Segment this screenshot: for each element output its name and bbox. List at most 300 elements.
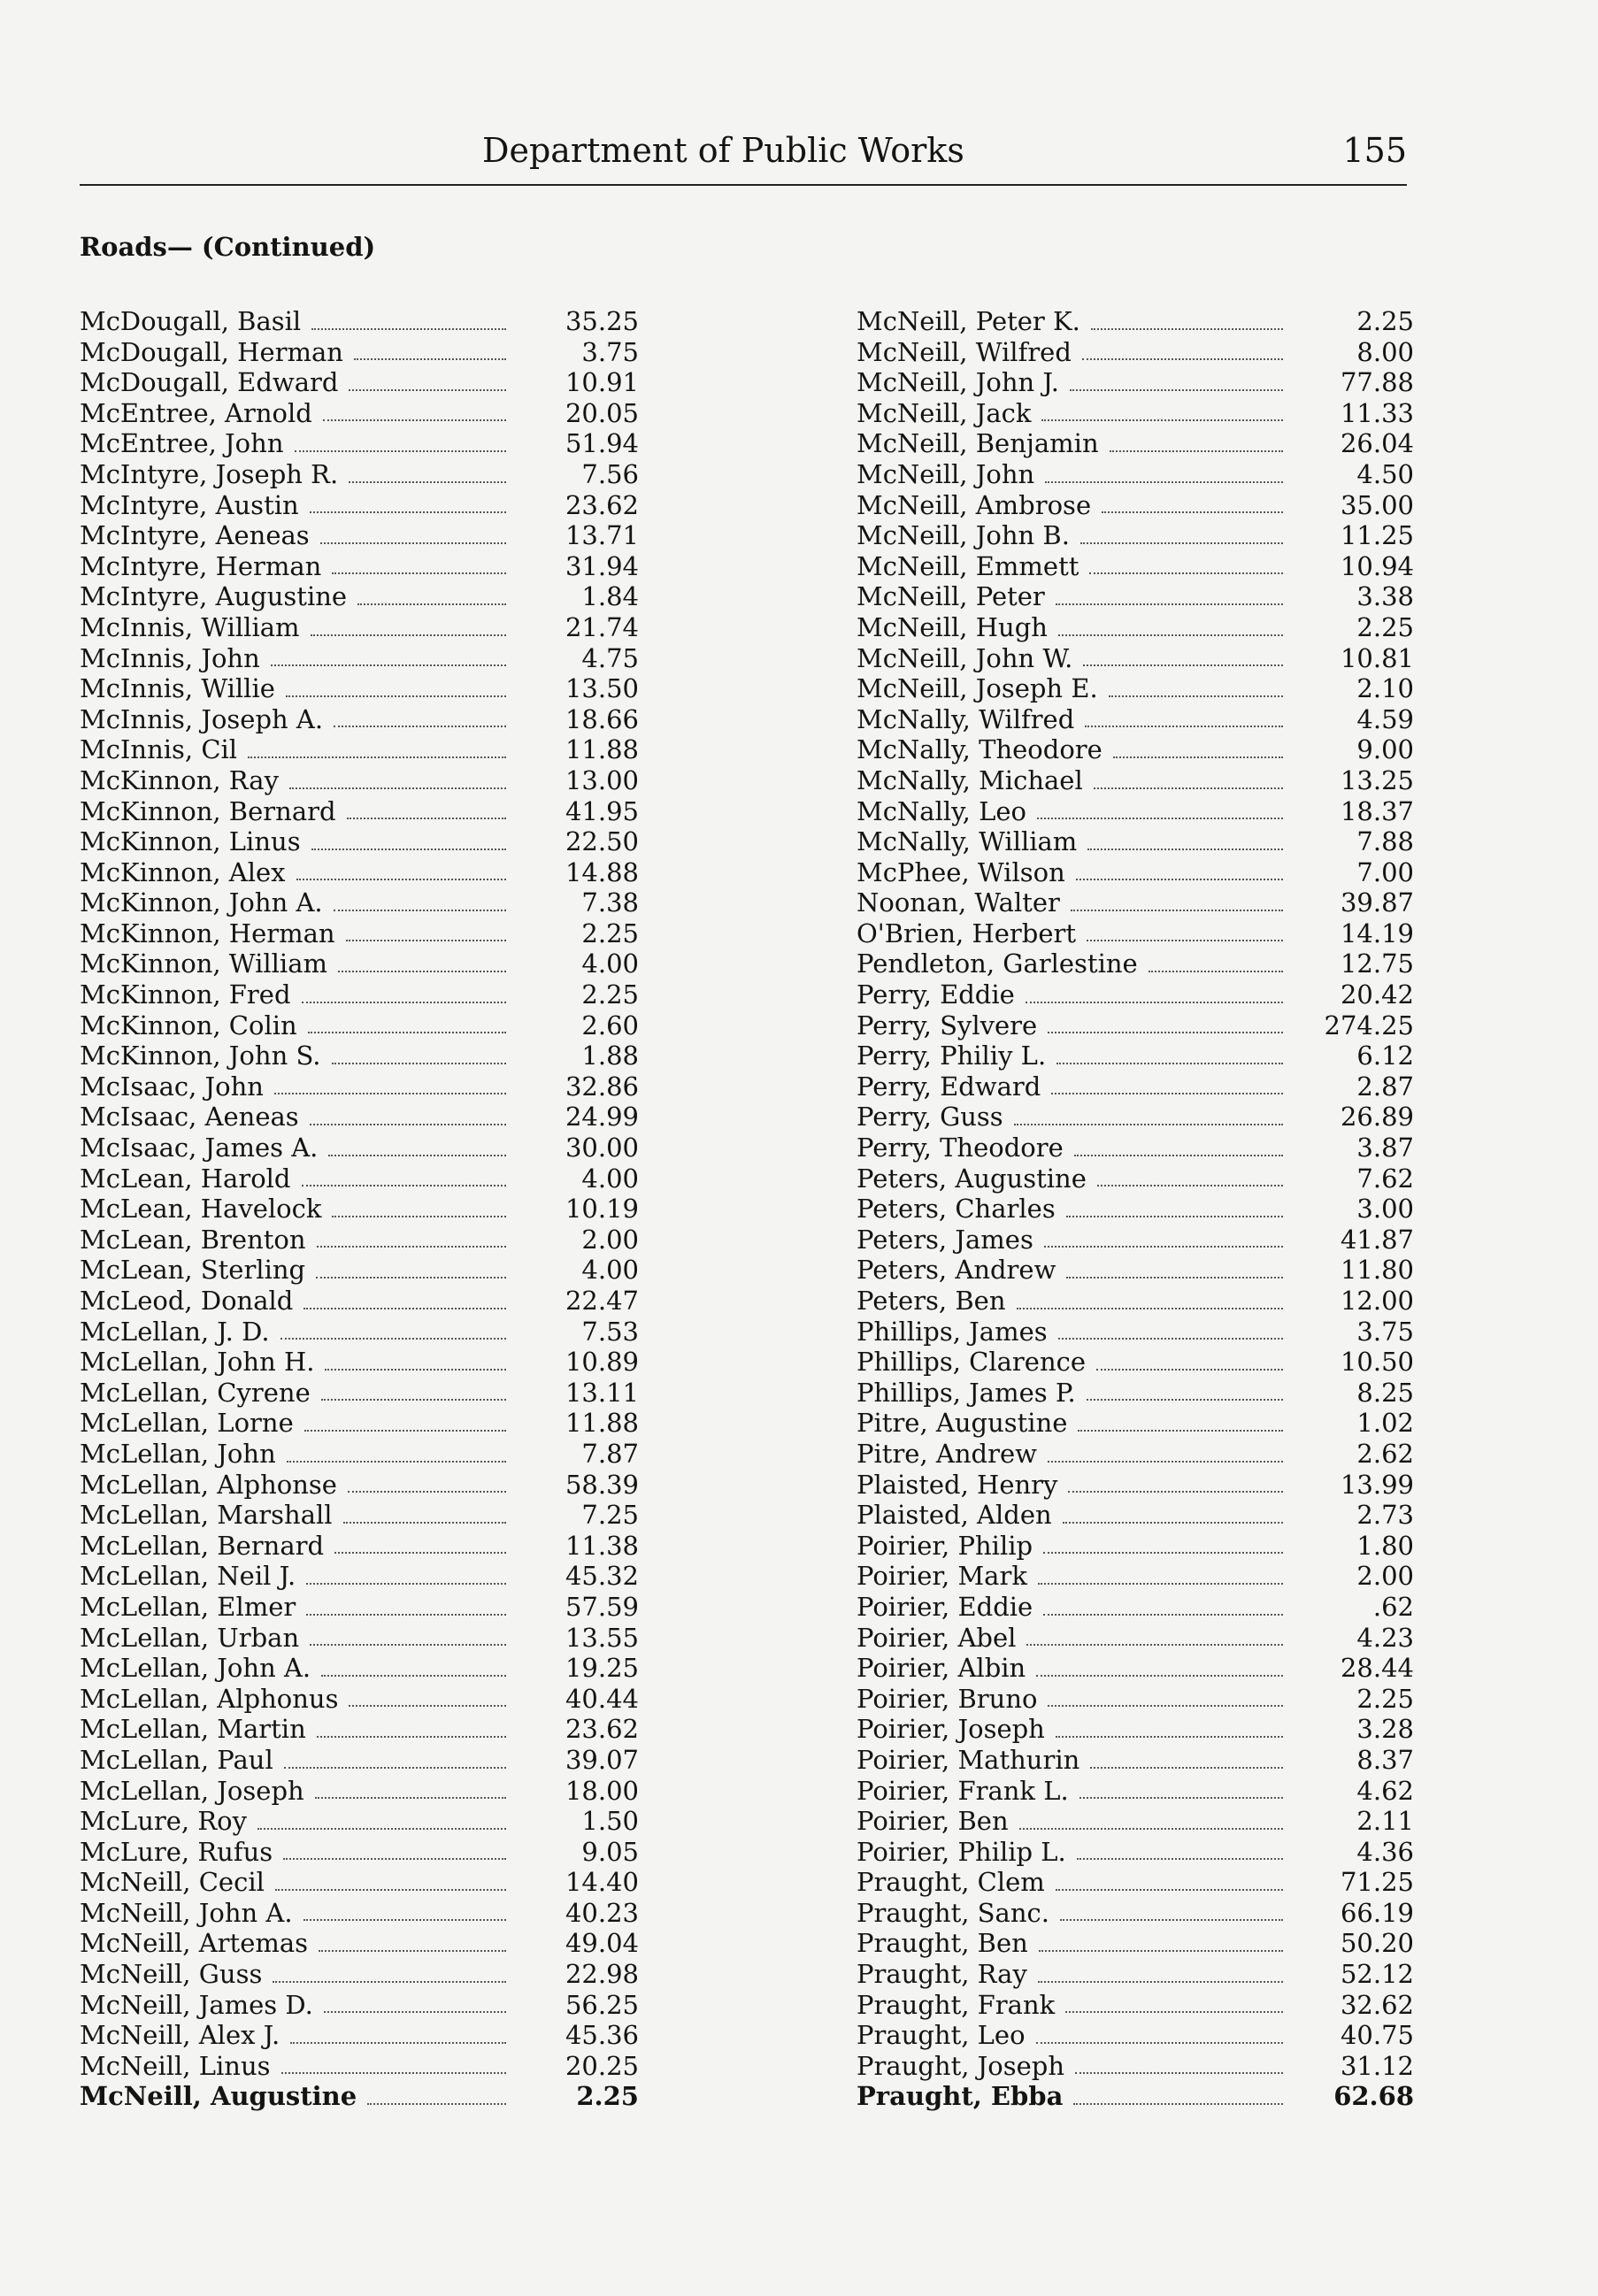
payment-amount: 1.80: [1356, 1530, 1414, 1561]
payee-name: Perry, Theodore: [857, 1133, 1064, 1163]
list-item: [80, 1317, 639, 1348]
payment-amount: 62.68: [1333, 2081, 1414, 2112]
payment-amount: 13.99: [1340, 1469, 1414, 1500]
list-item: [857, 1040, 1414, 1071]
list-item: [857, 765, 1414, 796]
dot-leader: [1083, 664, 1283, 666]
dot-leader: [320, 542, 506, 544]
payee-name: McNeill, John A.: [80, 1897, 293, 1928]
list-item: [857, 1163, 1414, 1194]
dot-leader: [310, 511, 506, 513]
department-title: Department of Public Works: [482, 131, 964, 170]
payment-amount: 10.50: [1340, 1347, 1414, 1378]
dot-leader: [1036, 2042, 1283, 2044]
dot-leader: [1074, 1155, 1283, 1156]
dot-leader: [338, 971, 506, 972]
payment-amount: 12.00: [1340, 1286, 1414, 1316]
list-item: [80, 1867, 639, 1898]
dot-leader: [1058, 634, 1283, 636]
payee-name: McIsaac, Aeneas: [80, 1102, 299, 1133]
list-item: [80, 1684, 639, 1715]
payment-amount: 11.88: [565, 1408, 639, 1439]
dot-leader: [1043, 1614, 1283, 1616]
dot-leader: [1087, 849, 1283, 850]
payment-amount: 2.25: [581, 918, 639, 948]
list-item: [857, 1928, 1414, 1959]
payee-name: Praught, Joseph: [857, 2050, 1065, 2081]
payee-name: Poirier, Mark: [857, 1561, 1027, 1592]
dot-leader: [303, 1308, 506, 1309]
dot-leader: [284, 1767, 506, 1769]
list-item: [857, 1745, 1414, 1776]
payee-name: Peters, Andrew: [857, 1255, 1056, 1286]
payee-name: McEntree, John: [80, 428, 284, 459]
payment-amount: 11.88: [565, 734, 639, 765]
list-item: [857, 367, 1414, 398]
dot-leader: [286, 695, 506, 697]
list-item: [80, 337, 639, 368]
dot-leader: [1066, 1216, 1283, 1217]
payee-name: McLellan, John: [80, 1438, 276, 1469]
payee-name: Praught, Ray: [857, 1959, 1027, 1990]
list-item: [80, 704, 639, 735]
dot-leader: [289, 787, 506, 789]
payment-amount: 39.07: [565, 1744, 639, 1775]
payment-amount: 3.00: [1356, 1194, 1414, 1225]
payee-name: Peters, Augustine: [857, 1163, 1087, 1194]
dot-leader: [1014, 1124, 1283, 1125]
dot-leader: [280, 1338, 506, 1340]
payment-amount: 40.23: [565, 1897, 639, 1928]
dot-leader: [1082, 358, 1283, 360]
payment-amount: 35.25: [565, 306, 639, 336]
payment-amount: .62: [1372, 1591, 1414, 1622]
payee-name: McNeill, John W.: [857, 642, 1073, 673]
dot-leader: [311, 328, 506, 330]
list-item: [80, 1040, 639, 1071]
payee-name: McIntyre, Herman: [80, 550, 322, 581]
payment-amount: 8.25: [1356, 1377, 1414, 1408]
list-item: [80, 398, 639, 429]
payment-amount: 30.00: [565, 1133, 639, 1163]
dot-leader: [332, 1216, 506, 1217]
payment-amount: 31.94: [565, 550, 639, 581]
dot-leader: [1026, 1644, 1283, 1646]
payment-amount: 49.04: [565, 1928, 639, 1959]
list-item: [80, 612, 639, 643]
payee-name: McEntree, Arnold: [80, 397, 312, 428]
payment-amount: 8.37: [1356, 1744, 1414, 1775]
payment-amount: 11.33: [1340, 397, 1414, 428]
list-item: [80, 1837, 639, 1868]
dot-leader: [1056, 1063, 1283, 1064]
list-item: [80, 1133, 639, 1163]
payment-amount: 11.80: [1340, 1255, 1414, 1286]
dot-leader: [367, 2103, 506, 2105]
dot-leader: [316, 1277, 506, 1279]
payment-amount: 4.23: [1356, 1622, 1414, 1653]
payee-name: McLean, Havelock: [80, 1194, 322, 1225]
payment-amount: 14.88: [565, 856, 639, 887]
payee-name: O'Brien, Herbert: [857, 918, 1077, 948]
payee-name: Perry, Philiy L.: [857, 1040, 1047, 1071]
list-item: [80, 1286, 639, 1317]
dot-leader: [295, 450, 506, 452]
payee-name: McNally, William: [857, 826, 1078, 857]
list-item: [80, 1928, 639, 1959]
list-item: [857, 857, 1414, 888]
payee-name: McLean, Harold: [80, 1163, 291, 1194]
payment-amount: 1.88: [581, 1040, 639, 1071]
list-item: [857, 1255, 1414, 1286]
list-item: [857, 2020, 1414, 2051]
payee-name: Praught, Leo: [857, 2020, 1026, 2051]
payee-name: McNeill, Cecil: [80, 1867, 265, 1898]
payee-name: McNeill, Artemas: [80, 1928, 309, 1959]
dot-leader: [283, 1858, 506, 1860]
payee-name: McLellan, Marshall: [80, 1500, 333, 1531]
payee-name: Poirier, Abel: [857, 1622, 1017, 1653]
payee-name: McLellan, John A.: [80, 1653, 311, 1684]
list-item: [80, 1653, 639, 1684]
payee-name: McKinnon, Herman: [80, 918, 335, 948]
list-item: [857, 1071, 1414, 1102]
payment-amount: 9.00: [1356, 734, 1414, 765]
dot-leader: [1058, 1338, 1283, 1340]
dot-leader: [354, 358, 506, 360]
list-item: [857, 1225, 1414, 1256]
payment-amount: 4.75: [581, 642, 639, 673]
payment-amount: 4.59: [1356, 703, 1414, 734]
payment-amount: 7.88: [1356, 826, 1414, 857]
payee-name: Peters, Ben: [857, 1286, 1006, 1316]
payee-name: McLellan, Paul: [80, 1744, 273, 1775]
payee-name: McNeill, Wilfred: [857, 336, 1072, 367]
dot-leader: [1037, 818, 1283, 819]
dot-leader: [1102, 511, 1283, 513]
dot-leader: [343, 1522, 506, 1524]
payment-amount: 22.98: [565, 1959, 639, 1990]
payment-amount: 2.25: [1356, 306, 1414, 336]
list-item: [857, 1408, 1414, 1439]
list-item: [80, 1714, 639, 1745]
list-item: [80, 2081, 639, 2112]
payment-amount: 10.19: [565, 1194, 639, 1225]
list-item: [80, 306, 639, 337]
list-item: [80, 2051, 639, 2082]
list-item: [80, 1347, 639, 1378]
list-item: [80, 1408, 639, 1439]
list-item: [857, 1653, 1414, 1684]
dot-leader: [323, 419, 506, 421]
dot-leader: [302, 1002, 506, 1003]
payee-name: Poirier, Eddie: [857, 1591, 1033, 1622]
dot-leader: [1039, 1950, 1283, 1952]
payee-name: Poirier, Albin: [857, 1653, 1026, 1684]
dot-leader: [1048, 1461, 1283, 1463]
payment-amount: 3.38: [1356, 581, 1414, 612]
list-item: [857, 2081, 1414, 2112]
payee-name: Phillips, James: [857, 1316, 1048, 1347]
list-item: [857, 1959, 1414, 1990]
payee-name: Phillips, James P.: [857, 1377, 1076, 1408]
list-item: [857, 337, 1414, 368]
payment-amount: 56.25: [565, 1989, 639, 2020]
payee-name: McKinnon, Fred: [80, 979, 291, 1010]
payee-name: Pitre, Augustine: [857, 1408, 1068, 1439]
list-item: [80, 1500, 639, 1531]
payee-name: McNeill, Benjamin: [857, 428, 1099, 459]
list-item: [80, 1898, 639, 1929]
payment-amount: 18.37: [1340, 795, 1414, 826]
payment-amount: 18.66: [565, 703, 639, 734]
dot-leader: [1056, 1889, 1283, 1891]
payee-name: McIsaac, John: [80, 1071, 264, 1102]
list-item: [857, 1806, 1414, 1837]
payee-name: Poirier, Mathurin: [857, 1744, 1080, 1775]
payment-amount: 39.87: [1340, 887, 1414, 918]
list-item: [80, 1592, 639, 1623]
list-item: [857, 581, 1414, 612]
payment-amount: 1.50: [581, 1806, 639, 1837]
payee-name: McNeill, Peter: [857, 581, 1045, 612]
dot-leader: [332, 1063, 506, 1064]
list-item: [80, 1990, 639, 2021]
list-item: [857, 704, 1414, 735]
list-item: [80, 1255, 639, 1286]
payee-name: McIntyre, Austin: [80, 489, 299, 520]
list-item: [857, 1898, 1414, 1929]
dot-leader: [349, 1705, 506, 1707]
list-item: [857, 979, 1414, 1010]
payee-name: McKinnon, Colin: [80, 1010, 297, 1040]
payee-name: McLellan, Alphonse: [80, 1469, 337, 1500]
payment-amount: 57.59: [565, 1591, 639, 1622]
payee-name: Perry, Guss: [857, 1102, 1003, 1133]
payee-name: McIntyre, Joseph R.: [80, 458, 339, 489]
list-item: [857, 490, 1414, 521]
payee-name: McNeill, James D.: [80, 1989, 313, 2020]
payee-name: McKinnon, John A.: [80, 887, 323, 918]
payment-amount: 2.62: [1356, 1438, 1414, 1469]
payee-name: McLellan, John H.: [80, 1347, 315, 1378]
payment-amount: 40.44: [565, 1683, 639, 1714]
payment-amount: 19.25: [565, 1653, 639, 1684]
list-item: [857, 1531, 1414, 1562]
payment-amount: 4.00: [581, 948, 639, 979]
list-item: [80, 459, 639, 490]
dot-leader: [1044, 1246, 1283, 1248]
payee-name: McNeill, Peter K.: [857, 306, 1080, 336]
payee-name: Plaisted, Henry: [857, 1469, 1058, 1500]
payee-name: Phillips, Clarence: [857, 1347, 1087, 1378]
dot-leader: [287, 1461, 506, 1463]
payee-name: McNally, Michael: [857, 764, 1083, 795]
payment-amount: 18.00: [565, 1775, 639, 1806]
payment-amount: 14.19: [1340, 918, 1414, 948]
dot-leader: [1051, 1093, 1283, 1094]
list-item: [80, 1378, 639, 1409]
payment-amount: 41.95: [565, 795, 639, 826]
dot-leader: [1079, 1797, 1283, 1799]
payee-name: McKinnon, Alex: [80, 856, 286, 887]
list-item: [80, 1225, 639, 1256]
payee-name: Perry, Sylvere: [857, 1010, 1038, 1040]
payment-amount: 13.71: [565, 520, 639, 551]
list-item: [857, 643, 1414, 674]
payment-amount: 51.94: [565, 428, 639, 459]
payee-name: McKinnon, William: [80, 948, 327, 979]
payment-amount: 11.38: [565, 1530, 639, 1561]
payment-amount: 77.88: [1340, 367, 1414, 398]
dot-leader: [1087, 940, 1283, 941]
payee-name: Noonan, Walter: [857, 887, 1060, 918]
list-item: [80, 1163, 639, 1194]
payee-name: McLellan, Cyrene: [80, 1377, 311, 1408]
payment-amount: 13.11: [565, 1377, 639, 1408]
payment-amount: 10.89: [565, 1347, 639, 1378]
dot-leader: [1109, 695, 1283, 697]
payment-amount: 45.32: [565, 1561, 639, 1592]
list-item: [80, 1470, 639, 1501]
dot-leader: [248, 756, 506, 758]
payee-name: McKinnon, Linus: [80, 826, 301, 857]
dot-leader: [349, 481, 506, 483]
payee-name: McLure, Roy: [80, 1806, 248, 1837]
list-item: [857, 887, 1414, 918]
dot-leader: [1077, 1858, 1283, 1860]
payment-amount: 4.36: [1356, 1836, 1414, 1867]
payment-amount: 1.84: [581, 581, 639, 612]
payment-amount: 32.62: [1340, 1989, 1414, 2020]
dot-leader: [1036, 1675, 1283, 1677]
dot-leader: [1045, 481, 1283, 483]
payment-amount: 35.00: [1340, 489, 1414, 520]
payment-amount: 20.05: [565, 397, 639, 428]
list-item: [857, 826, 1414, 857]
dot-leader: [275, 1889, 506, 1891]
payee-name: Praught, Ben: [857, 1928, 1028, 1959]
dot-leader: [332, 572, 506, 574]
dot-leader: [257, 1828, 506, 1830]
payee-name: McInnis, Cil: [80, 734, 238, 765]
payment-amount: 41.87: [1340, 1224, 1414, 1255]
dot-leader: [348, 1491, 506, 1493]
list-item: [80, 367, 639, 398]
list-item: [857, 796, 1414, 827]
payee-name: McInnis, William: [80, 611, 300, 642]
list-item: [857, 1500, 1414, 1531]
list-item: [857, 1867, 1414, 1898]
list-item: [857, 612, 1414, 643]
list-item: [80, 520, 639, 551]
payment-amount: 4.00: [581, 1255, 639, 1286]
list-item: [80, 765, 639, 796]
payment-amount: 26.04: [1340, 428, 1414, 459]
list-item: [80, 581, 639, 612]
payment-amount: 50.20: [1340, 1928, 1414, 1959]
list-item: [80, 1531, 639, 1562]
list-item: [80, 887, 639, 918]
dot-leader: [1078, 1430, 1283, 1432]
payment-amount: 4.50: [1356, 458, 1414, 489]
payee-name: Perry, Eddie: [857, 979, 1015, 1010]
payee-name: McKinnon, Bernard: [80, 795, 336, 826]
list-item: [857, 1990, 1414, 2021]
list-item: [80, 1071, 639, 1102]
payee-name: McLure, Rufus: [80, 1836, 273, 1867]
payee-name: Poirier, Bruno: [857, 1683, 1038, 1714]
payment-amount: 7.25: [581, 1500, 639, 1531]
list-item: [857, 1714, 1414, 1745]
dot-leader: [325, 1369, 506, 1371]
payment-amount: 31.12: [1340, 2050, 1414, 2081]
list-item: [80, 1745, 639, 1776]
payee-name: McNeill, Augustine: [80, 2081, 357, 2112]
list-item: [80, 1959, 639, 1990]
dot-leader: [1089, 572, 1283, 574]
list-item: [80, 918, 639, 949]
page-header: [80, 122, 1407, 186]
payment-amount: 4.62: [1356, 1775, 1414, 1806]
list-item: [80, 734, 639, 765]
dot-leader: [271, 664, 506, 666]
payment-amount: 7.53: [581, 1316, 639, 1347]
dot-leader: [274, 1093, 506, 1094]
payment-amount: 22.50: [565, 826, 639, 857]
payment-amount: 2.73: [1356, 1500, 1414, 1531]
payee-name: McNally, Leo: [857, 795, 1026, 826]
payee-name: McNeill, Joseph E.: [857, 673, 1098, 704]
dot-leader: [1063, 1522, 1283, 1524]
dot-leader: [1091, 328, 1283, 330]
payee-name: McIntyre, Augustine: [80, 581, 348, 612]
payment-amount: 2.25: [581, 979, 639, 1010]
payee-name: McDougall, Herman: [80, 336, 343, 367]
list-item: [857, 2051, 1414, 2082]
list-item: [857, 1133, 1414, 1163]
payment-amount: 21.74: [565, 611, 639, 642]
list-item: [80, 1561, 639, 1592]
payee-name: McLellan, Neil J.: [80, 1561, 296, 1592]
payee-name: McInnis, Joseph A.: [80, 703, 324, 734]
dot-leader: [1048, 1705, 1283, 1707]
payee-name: Pendleton, Garlestine: [857, 948, 1138, 979]
dot-leader: [334, 1552, 506, 1554]
payee-name: Poirier, Frank L.: [857, 1775, 1069, 1806]
payee-name: Perry, Edward: [857, 1071, 1041, 1102]
payment-amount: 14.40: [565, 1867, 639, 1898]
list-item: [857, 918, 1414, 949]
dot-leader: [1085, 726, 1283, 727]
dot-leader: [1080, 542, 1283, 544]
payee-name: McNeill, Emmett: [857, 550, 1079, 581]
dot-leader: [296, 879, 506, 880]
dot-leader: [290, 2042, 506, 2044]
payee-name: McNeill, John J.: [857, 367, 1059, 398]
list-item: [857, 398, 1414, 429]
list-item: [857, 1776, 1414, 1807]
payment-amount: 10.91: [565, 367, 639, 398]
dot-leader: [328, 1155, 506, 1156]
payment-amount: 8.00: [1356, 336, 1414, 367]
payment-amount: 3.28: [1356, 1714, 1414, 1745]
dot-leader: [1066, 1277, 1283, 1279]
payment-amount: 71.25: [1340, 1867, 1414, 1898]
list-item: [857, 1102, 1414, 1133]
payee-name: McNeill, John: [857, 458, 1035, 489]
dot-leader: [306, 1614, 506, 1616]
